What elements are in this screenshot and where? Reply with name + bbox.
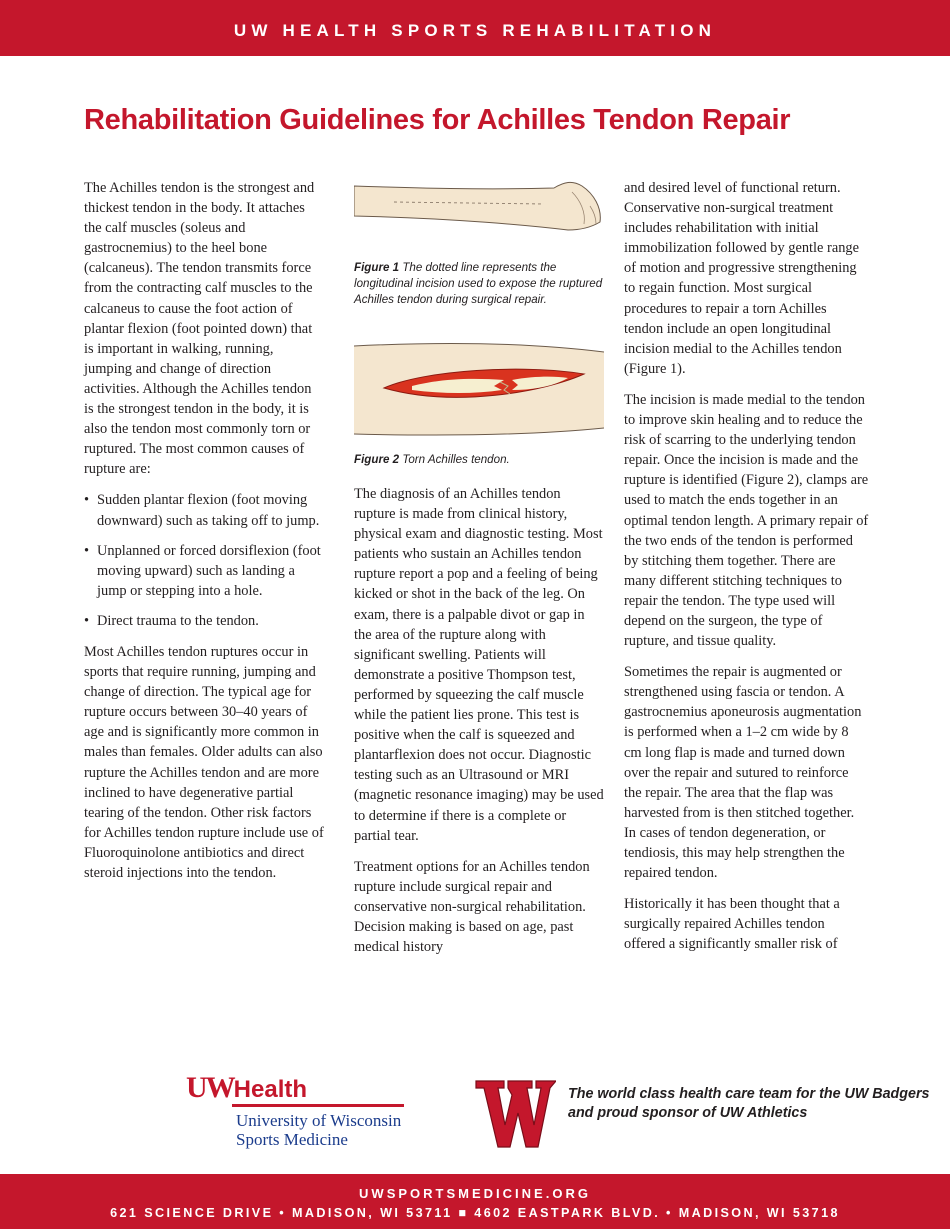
logo-subtitle: University of Wisconsin Sports Medicine	[236, 1111, 402, 1149]
list-item: • Direct trauma to the tendon.	[84, 611, 324, 631]
sponsor-tagline: The world class health care team for the UW Badgers and proud sponsor of UW Athletics	[568, 1086, 930, 1121]
history-paragraph: Historically it has been thought that a surgically repaired Achilles tendon offered a significantly smaller risk of	[624, 896, 840, 953]
incision-paragraph: The incision is made medial to the tendon to improve skin healing and to reduce the risk of scarring to the underlying tendon repair. Once the incision is made and the rupture is identified (Figure 2), clamps are used to match the ends together in an optimal tendon length. A primary repair of the two ends of the tendon is performed by stitching them together. There are many different stitching techniques to repair the tendon. The type used will depend on the surgeon, the type of rupture, and tissue quality.	[624, 391, 869, 650]
figure-1-caption: Figure 1 The dotted line represents the longitudinal incision used to expose the ruptured Achilles tendon during surgical repair.	[354, 261, 603, 306]
treatment-paragraph: Treatment options for an Achilles tendon rupture include surgical repair and conservative non-surgical rehabilitation. Decision making is based on age, past medical history	[354, 858, 590, 956]
diagnosis-paragraph: The diagnosis of an Achilles tendon rupture is made from clinical history, physical exam and diagnostic testing. Most patients who sustain an Achilles tendon rupture report a pop and a feeling of being kicked or shot in the back of the leg. On exam, there is a palpable divot or gap in the area of the rupture along with significant swelling. Patients will demonstrate a positive Thompson test, performed by squeezing the calf muscle while the patient lies prone. This test is positive when the calf is squeezed and plantarflexion does not occur. Diagnostic testing such as an Ultrasound or MRI (magnetic resonance imaging) may be used to determine if there is a complete or partial tear.	[354, 486, 604, 844]
figure-2-caption: Figure 2 Torn Achilles tendon.	[354, 453, 510, 466]
torn-tendon-illustration-icon	[354, 340, 604, 440]
leg-foot-illustration-icon	[354, 178, 604, 248]
bullet-icon: •	[84, 492, 90, 509]
conservative-paragraph: and desired level of functional return. Conservative non-surgical treatment includes rehabilitation with initial immobilization followed by gentle range of motion and progressive strengthening to regain function. Most surgical procedures to repair a torn Achilles tendon include an open longitudinal incision medial to the Achilles tendon (Figure 1).	[624, 180, 859, 377]
address-line: 621 SCIENCE DRIVE • MADISON, WI 53711 ■ 4602 EASTPARK BLVD. • MADISON, WI 53718	[110, 1206, 840, 1220]
page-title: Rehabilitation Guidelines for Achilles Tendon Repair	[84, 104, 791, 136]
list-item: • Unplanned or forced dorsiflexion (foot moving upward) such as landing a jump or stepping into a hole.	[84, 542, 321, 599]
uw-logo-mark: UW	[186, 1071, 234, 1104]
top-banner	[0, 0, 950, 56]
bullet-icon: •	[84, 612, 90, 629]
column-2	[354, 178, 604, 968]
list-item: • Sudden plantar flexion (foot moving downward) such as taking off to jump.	[84, 492, 320, 529]
bottom-banner	[0, 1174, 950, 1229]
logo-divider	[232, 1104, 404, 1107]
intro-paragraph: The Achilles tendon is the strongest and thickest tendon in the body. It attaches the calf muscles (soleus and gastrocnemius) to the heel bone (calcaneus). The tendon transmits force from the contracting calf muscles to the calcaneus to cause the foot action of plantar flexion (foot pointed down) that is important in walking, running, jumping and change of direction activities. Although the Achilles tendon is the strongest tendon in the body, it is also the tendon most commonly torn or ruptured. The most common causes of rupture are:	[84, 180, 315, 478]
augmentation-paragraph: Sometimes the repair is augmented or strengthened using fascia or tendon. A gastrocnemius aponeurosis augmentation is performed when a 1–2 cm wide by 8 cm long flap is made and turned down over the repair and sutured to reinforce the repair. The area that the flap was harvested from is then stitched together. In cases of tendon degeneration, or tendiosis, this may help strengthen the repaired tendon.	[624, 664, 862, 882]
risk-paragraph: Most Achilles tendon ruptures occur in sports that require running, jumping and change of direction. The typical age for rupture occurs between 30–40 years of age and is significantly more common in males than females. Older adults can also rupture the Achilles tendon and are more inclined to have degenerative partial tearing of the tendon. Other risk factors for Achilles tendon rupture include use of Fluoroquinolone antibiotics and direct steroid injections into the tendon.	[84, 643, 324, 881]
column-3	[624, 178, 869, 965]
bullet-icon: •	[84, 542, 90, 559]
motion-w-logo-icon	[470, 1073, 556, 1153]
health-logo-mark: Health	[233, 1076, 308, 1103]
column-1	[84, 178, 324, 894]
website-link[interactable]: UWSPORTSMEDICINE.ORG	[359, 1186, 591, 1201]
rupture-causes-list	[84, 490, 324, 631]
banner-text: UW HEALTH SPORTS REHABILITATION	[233, 21, 717, 40]
uw-health-logo	[186, 1071, 402, 1149]
